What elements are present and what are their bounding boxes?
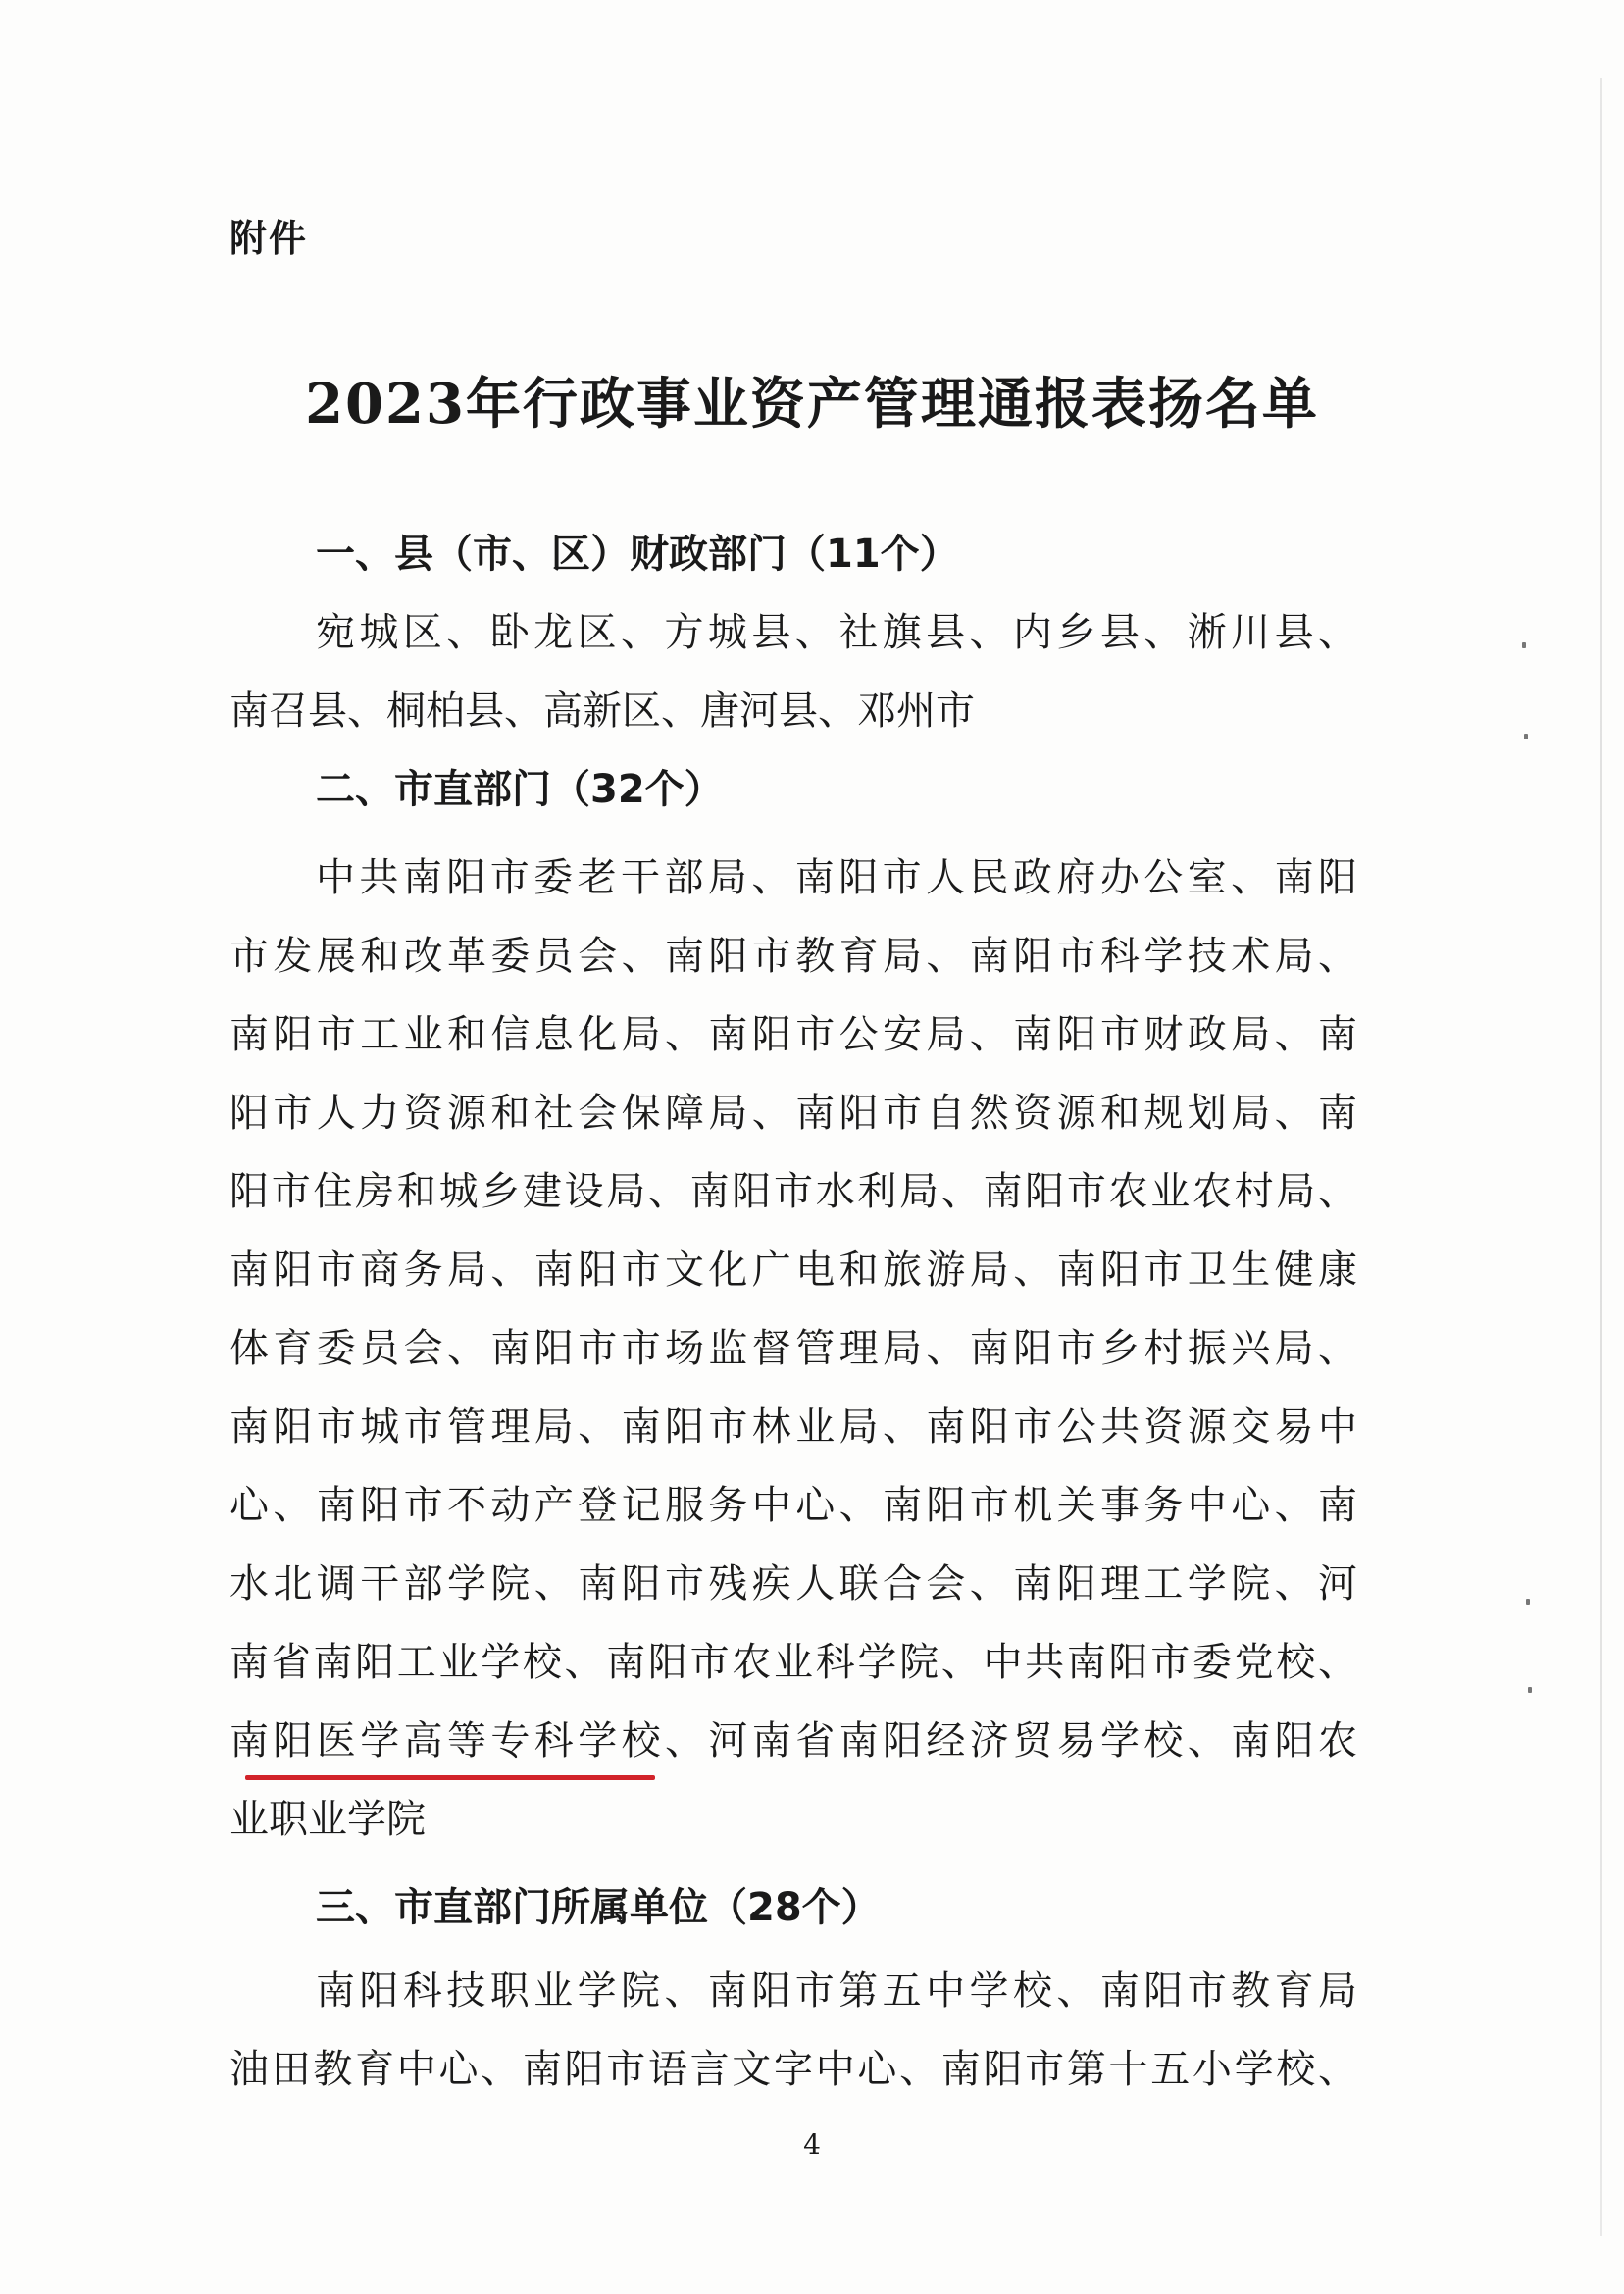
- scan-speck: [1526, 1599, 1530, 1605]
- attachment-label: 附件: [229, 217, 309, 260]
- section-2-line: 中共南阳市委老干部局、南阳市人民政府办公室、南阳: [316, 855, 1357, 900]
- section-2-line: 心、南阳市不动产登记服务中心、南阳市机关事务中心、南: [229, 1483, 1357, 1528]
- section-2-line: 水北调干部学院、南阳市残疾人联合会、南阳理工学院、河: [229, 1561, 1357, 1606]
- section-2-line: 南省南阳工业学校、南阳市农业科学院、中共南阳市委党校、: [229, 1640, 1357, 1685]
- scan-speck: [1522, 642, 1526, 648]
- section-2-line: 南阳市工业和信息化局、南阳市公安局、南阳市财政局、南: [229, 1012, 1357, 1057]
- section-2-line: 阳市人力资源和社会保障局、南阳市自然资源和规划局、南: [229, 1091, 1357, 1136]
- section-2-line: 体育委员会、南阳市市场监督管理局、南阳市乡村振兴局、: [229, 1326, 1357, 1371]
- section-heading-2: 二、市直部门（32个）: [316, 767, 724, 812]
- red-underline-highlight: [245, 1775, 655, 1780]
- scan-speck: [1528, 1687, 1532, 1693]
- section-1-line: 宛城区、卧龙区、方城县、社旗县、内乡县、淅川县、: [316, 610, 1357, 655]
- section-heading-1: 一、县（市、区）财政部门（11个）: [316, 532, 959, 577]
- section-2-line: 阳市住房和城乡建设局、南阳市水利局、南阳市农业农村局、: [229, 1169, 1357, 1214]
- section-2-line: 南阳市城市管理局、南阳市林业局、南阳市公共资源交易中: [229, 1404, 1357, 1450]
- section-1-line: 南召县、桐柏县、高新区、唐河县、邓州市: [229, 688, 975, 734]
- section-2-line: 市发展和改革委员会、南阳市教育局、南阳市科学技术局、: [229, 934, 1357, 979]
- section-3-line: 南阳科技职业学院、南阳市第五中学校、南阳市教育局: [316, 1968, 1357, 2014]
- scan-speck: [1524, 734, 1528, 739]
- section-3-line: 油田教育中心、南阳市语言文字中心、南阳市第十五小学校、: [229, 2047, 1357, 2092]
- document-title: 2023年行政事业资产管理通报表扬名单: [305, 372, 1319, 436]
- section-2-line: 业职业学院: [229, 1797, 426, 1842]
- page-number: 4: [803, 2128, 821, 2161]
- section-2-line: 南阳市商务局、南阳市文化广电和旅游局、南阳市卫生健康: [229, 1248, 1357, 1293]
- section-heading-3: 三、市直部门所属单位（28个）: [316, 1885, 881, 1930]
- section-2-line-highlighted: 南阳医学高等专科学校、河南省南阳经济贸易学校、南阳农: [229, 1718, 1357, 1763]
